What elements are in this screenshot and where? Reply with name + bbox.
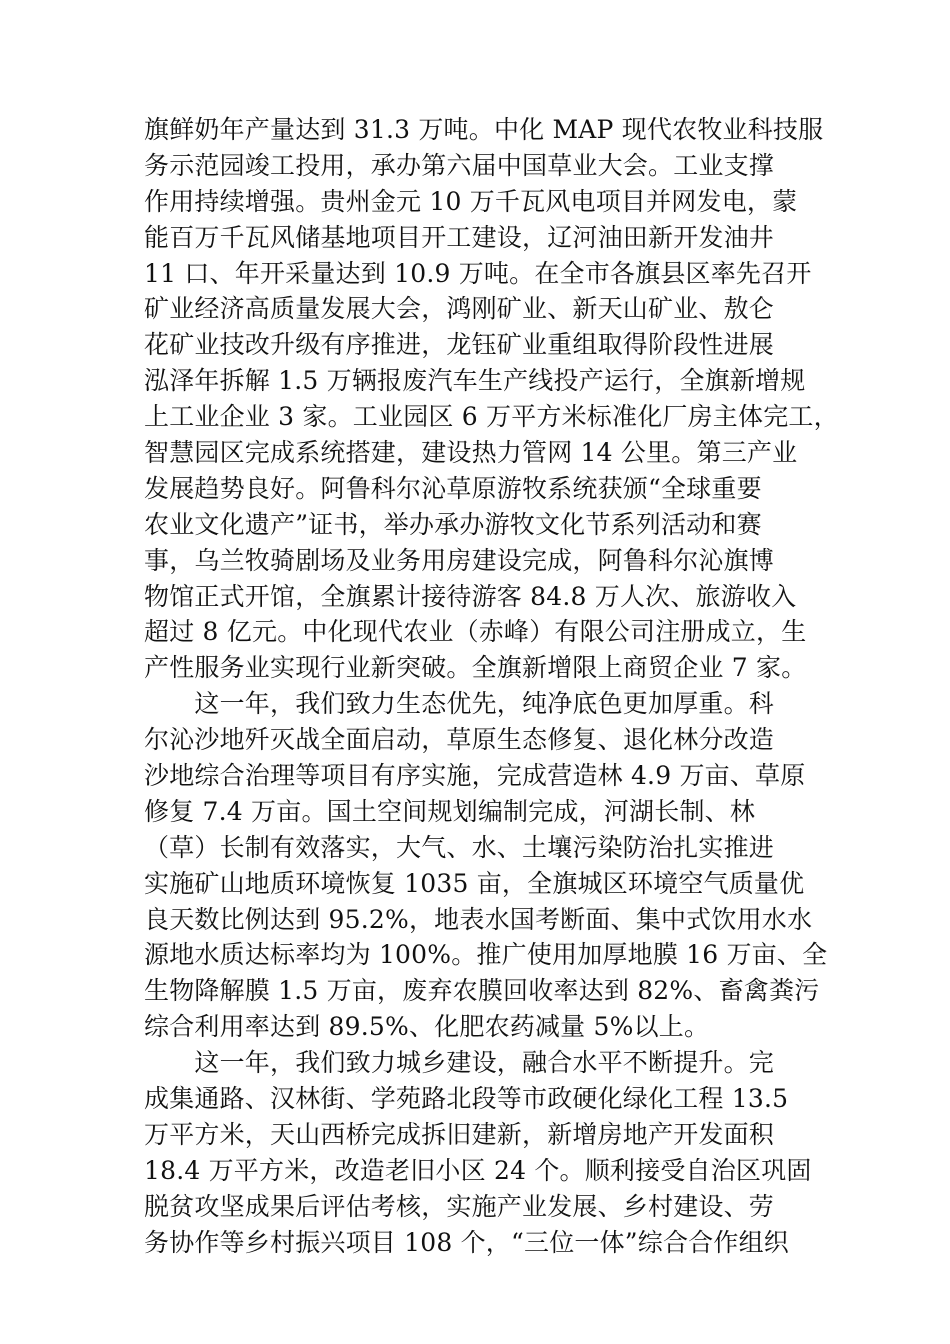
text-line: 事，乌兰牧骑剧场及业务用房建设完成，阿鲁科尔沁旗博 (144, 545, 775, 575)
text-line: 生物降解膜 1.5 万亩，废弃农膜回收率达到 82%、畜禽粪污 (144, 976, 820, 1006)
text-line: 超过 8 亿元。中化现代农业（赤峰）有限公司注册成立，生 (144, 617, 807, 647)
text-line: 物馆正式开馆，全旗累计接待游客 84.8 万人次、旅游收入 (144, 581, 797, 611)
text-line: 能百万千瓦风储基地项目开工建设，辽河油田新开发油井 (144, 222, 775, 252)
text-line: 实施矿山地质环境恢复 1035 亩，全旗城区环境空气质量优 (144, 868, 805, 898)
body-text (144, 112, 839, 1261)
text-line: 沙地综合治理等项目有序实施，完成营造林 4.9 万亩、草原 (144, 761, 806, 791)
text-line: 矿业经济高质量发展大会，鸿刚矿业、新天山矿业、敖仑 (144, 294, 775, 324)
text-line: 良天数比例达到 95.2%，地表水国考断面、集中式饮用水水 (144, 904, 813, 934)
text-line: 18.4 万平方米，改造老旧小区 24 个。顺利接受自治区巩固 (144, 1155, 812, 1185)
text-line: 上工业企业 3 家。工业园区 6 万平方米标准化厂房主体完工， (144, 402, 839, 432)
text-line: 脱贫攻坚成果后评估考核，实施产业发展、乡村建设、劳 (144, 1191, 775, 1221)
text-line: （草）长制有效落实，大气、水、土壤污染防治扎实推进 (144, 832, 775, 862)
text-line: 源地水质达标率均为 100%。推广使用加厚地膜 16 万亩、全 (144, 940, 828, 970)
text-line: 成集通路、汉林街、学苑路北段等市政硬化绿化工程 13.5 (144, 1084, 789, 1114)
text-line: 花矿业技改升级有序推进，龙钰矿业重组取得阶段性进展 (144, 330, 775, 360)
text-line: 农业文化遗产”证书，举办承办游牧文化节系列活动和赛 (144, 509, 762, 539)
text-line: 产性服务业实现行业新突破。全旗新增限上商贸企业 7 家。 (144, 653, 807, 683)
text-line: 泓泽年拆解 1.5 万辆报废汽车生产线投产运行，全旗新增规 (144, 366, 806, 396)
paragraph-start-line: 这一年，我们致力城乡建设，融合水平不断提升。完 (144, 1048, 775, 1078)
text-line: 作用持续增强。贵州金元 10 万千瓦风电项目并网发电，蒙 (144, 186, 798, 216)
text-line: 综合利用率达到 89.5%、化肥农药减量 5%以上。 (144, 1012, 710, 1042)
text-line: 务协作等乡村振兴项目 108 个，“三位一体”综合合作组织 (144, 1227, 789, 1257)
text-line: 修复 7.4 万亩。国土空间规划编制完成，河湖长制、林 (144, 796, 756, 826)
text-line: 智慧园区完成系统搭建，建设热力管网 14 公里。第三产业 (144, 438, 798, 468)
text-line: 11 口、年开采量达到 10.9 万吨。在全市各旗县区率先召开 (144, 258, 812, 288)
text-line: 万平方米，天山西桥完成拆旧建新，新增房地产开发面积 (144, 1119, 775, 1149)
text-line: 旗鲜奶年产量达到 31.3 万吨。中化 MAP 现代农牧业科技服 (144, 115, 824, 144)
text-line: 务示范园竣工投用，承办第六届中国草业大会。工业支撑 (144, 150, 775, 180)
paragraph-start-line: 这一年，我们致力生态优先，纯净底色更加厚重。科 (144, 689, 775, 719)
text-line: 尔沁沙地歼灭战全面启动，草原生态修复、退化林分改造 (144, 725, 775, 755)
text-line: 发展趋势良好。阿鲁科尔沁草原游牧系统获颁“全球重要 (144, 473, 762, 503)
